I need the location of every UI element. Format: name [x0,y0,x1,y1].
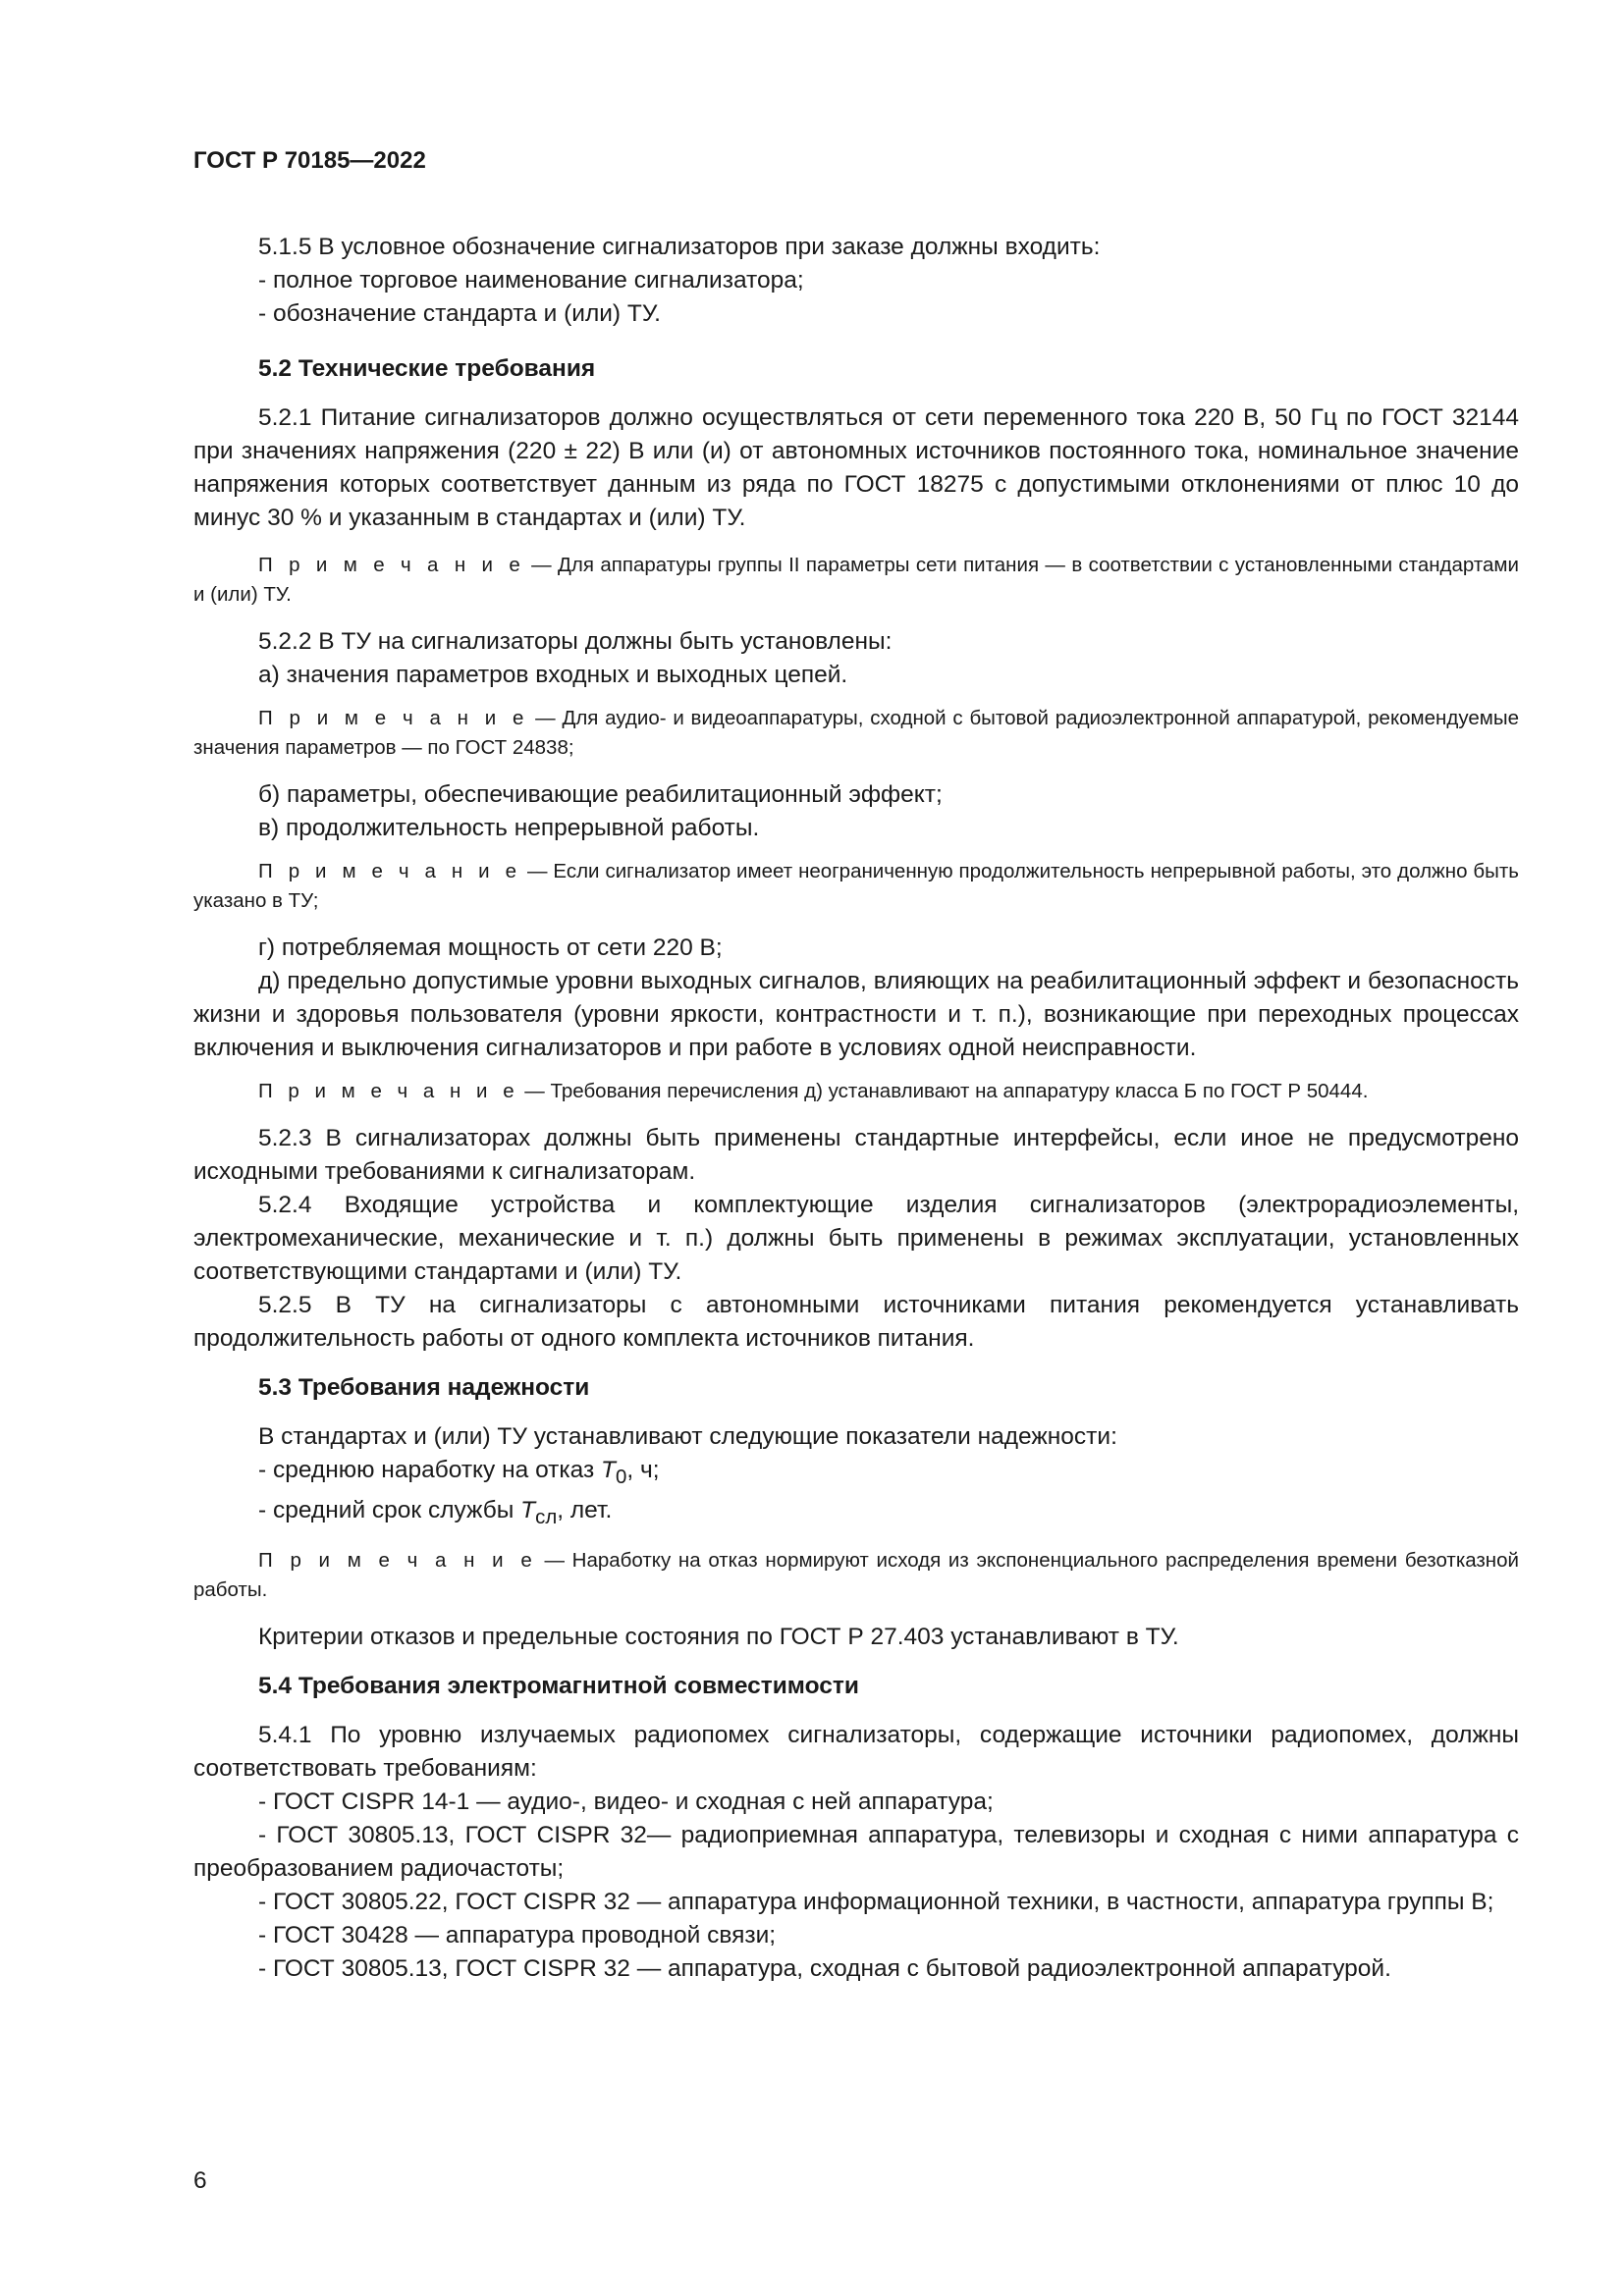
clause-5-2-1: 5.2.1 Питание сигнализаторов должно осуществляться от сети переменного тока 220 В, 50 Гц по ГОСТ 32144 при значениях напряжения (220 ± 22) В или (и) от автономных источников постоянного тока, номинальное значение напряжения которых соответствует данным из ряда по ГОСТ 18275 с допустимыми отклонениями от плюс 10 до минус 30 % и указанным в стандартах и (или) ТУ. [193,404,1519,531]
list-item: - полное торговое наименование сигнализатора; [258,267,804,294]
list-item: - ГОСТ 30805.13, ГОСТ CISPR 32— радиоприемная аппаратура, телевизоры и сходная с ними аппаратура с преобразованием радиочастоты; [193,1821,1519,1882]
list-item: - ГОСТ CISPR 14-1 — аудио-, видео- и сходная с ней аппаратура; [258,1788,994,1815]
list-item: - ГОСТ 30805.13, ГОСТ CISPR 32 — аппаратура, сходная с бытовой радиоэлектронной аппаратурой. [258,1954,1391,1982]
list-item: - среднюю наработку на отказ $T_0$, ч; [258,1457,660,1488]
document-header: ГОСТ Р 70185—2022 [193,147,426,174]
section-heading-5-2: 5.2 Технические требования [258,355,596,382]
page-number: 6 [193,2167,207,2194]
clause-5-1-5: 5.1.5 В условное обозначение сигнализаторов при заказе должны входить: [258,234,1101,260]
note: П р и м е ч а н и е — Для аппаратуры группы II параметры сети питания — в соответствии с установленными стандартами и (или) ТУ. [193,554,1519,606]
list-item: - ГОСТ 30428 — аппаратура проводной связи; [258,1921,777,1949]
list-item: д) предельно допустимые уровни выходных сигналов, влияющих на реабилитационный эффект и безопасность жизни и здоровья пользователя (уровни яркости, контрастности и т. п.), возникающие при переходных процессах включения и выключения сигнализаторов и при работе в условиях одной неисправности. [193,968,1519,1061]
note: П р и м е ч а н и е — Требования перечисления д) устанавливают на аппаратуру класса Б по ГОСТ Р 50444. [258,1080,1369,1102]
clause-5-2-3: 5.2.3 В сигнализаторах должны быть применены стандартные интерфейсы, если иное не предусмотрено исходными требованиями к сигнализаторам. [193,1125,1519,1185]
clause-5-4-1: 5.4.1 По уровню излучаемых радиопомех сигнализаторы, содержащие источники радиопомех, должны соответствовать требованиям: [193,1721,1519,1782]
note: П р и м е ч а н и е — Если сигнализатор имеет неограниченную продолжительность непрерывной работы, это должно быть указано в ТУ; [193,860,1519,912]
section-heading-5-4: 5.4 Требования электромагнитной совместимости [258,1672,859,1699]
list-item: - средний срок службы $T_{сл}$, лет. [258,1496,613,1528]
note: П р и м е ч а н и е — Наработку на отказ нормируют исходя из экспоненциального распределения времени безотказной работы. [193,1548,1519,1601]
clause-5-2-5: 5.2.5 В ТУ на сигнализаторы с автономными источниками питания рекомендуется устанавливать продолжительность работы от одного комплекта источников питания. [193,1292,1519,1352]
list-item: а) значения параметров входных и выходных цепей. [258,662,848,688]
note: П р и м е ч а н и е — Для аудио- и видеоаппаратуры, сходной с бытовой радиоэлектронной аппаратурой, рекомендуемые значения параметров — по ГОСТ 24838; [193,707,1519,759]
clause-5-2-4: 5.2.4 Входящие устройства и комплектующие изделия сигнализаторов (электрорадиоэлементы, электромеханические, механические и т. п.) должны быть применены в режимах эксплуатации, установленных соответствующими стандартами и (или) ТУ. [193,1192,1519,1285]
section-heading-5-3: 5.3 Требования надежности [258,1374,590,1401]
list-item: - ГОСТ 30805.22, ГОСТ CISPR 32 — аппаратура информационной техники, в частности, аппаратура группы В; [258,1888,1494,1915]
list-item: г) потребляемая мощность от сети 220 В; [258,934,723,961]
clause-5-2-2: 5.2.2 В ТУ на сигнализаторы должны быть установлены: [258,628,893,655]
list-item: в) продолжительность непрерывной работы. [258,815,760,841]
document-page [193,147,1519,1986]
list-item: - обозначение стандарта и (или) ТУ. [258,300,661,327]
list-item: б) параметры, обеспечивающие реабилитационный эффект; [258,781,943,808]
failure-criteria: Критерии отказов и предельные состояния по ГОСТ Р 27.403 устанавливают в ТУ. [258,1623,1179,1650]
reliability-intro: В стандартах и (или) ТУ устанавливают следующие показатели надежности: [258,1423,1117,1450]
